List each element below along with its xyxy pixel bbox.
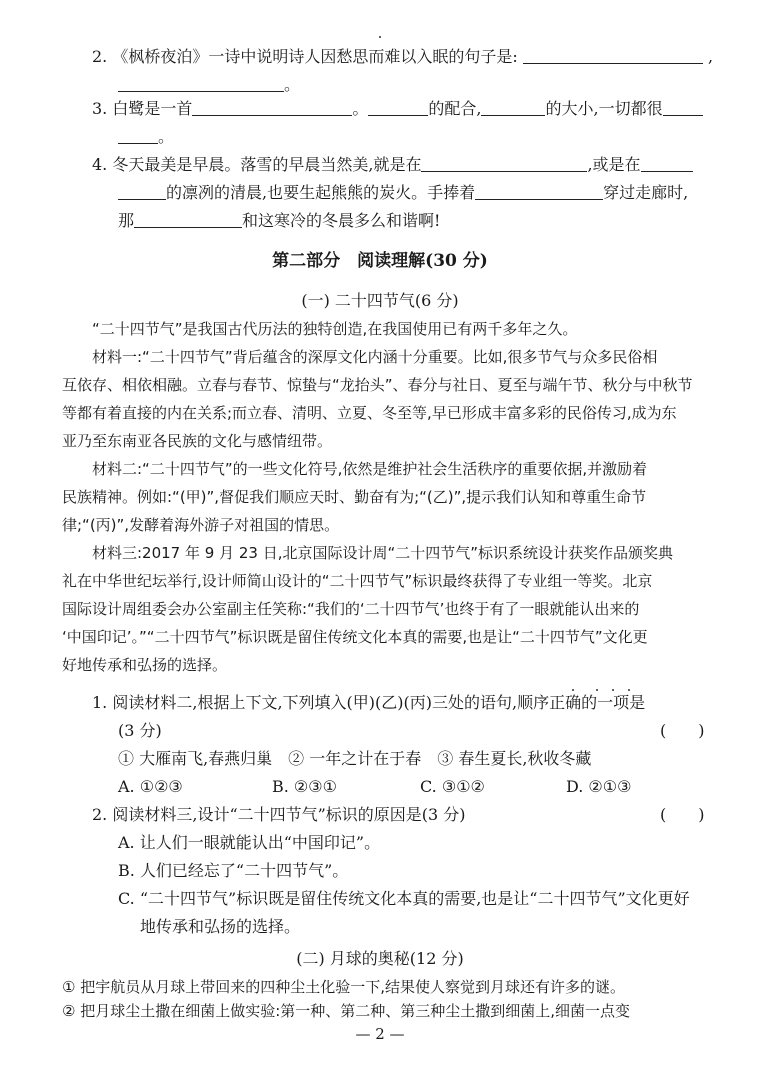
answer-blank[interactable]: [118, 127, 158, 144]
answer-blank[interactable]: [641, 155, 693, 172]
question-4-line2: [118, 182, 688, 204]
emphasis-dot: [612, 689, 614, 691]
punctuation: 。: [352, 99, 369, 118]
material-3-line: 材料三:2017 年 9 月 23 日,北京国际设计周“二十四节气”标识系统设计获奖作品颁奖典: [92, 544, 674, 562]
intro-paragraph: “二十四节气”是我国古代历法的独特创造,在我国使用已有两千多年之久。: [92, 320, 578, 338]
part-title: 第二部分 阅读理解(30 分): [272, 251, 488, 271]
paragraph-2: ② 把月球尘土撒在细菌上做实验:第一种、第二种、第三种尘土撒到细菌上,细菌一点变: [62, 1002, 631, 1020]
material-1-line: 材料一:“二十四节气”背后蕴含的深厚文化内涵十分重要。比如,很多节气与众多民俗相: [92, 348, 658, 366]
option-d[interactable]: D. ②①③: [566, 777, 632, 796]
option-a[interactable]: A. 让人们一眼就能认出“中国印记”。: [118, 833, 381, 852]
question-text: 穿过走廊时,: [603, 183, 689, 202]
option-b[interactable]: B. 人们已经忘了“二十四节气”。: [118, 861, 349, 880]
punctuation: 。: [158, 127, 175, 146]
answer-blank[interactable]: [192, 99, 352, 116]
question-text: 《枫桥夜泊》一诗中说明诗人因愁思而难以入眠的句子是:: [112, 47, 518, 66]
answer-blank[interactable]: [368, 99, 428, 116]
emphasis-dot: [596, 689, 598, 691]
answer-blank[interactable]: [475, 183, 603, 200]
question-text: 和这寒冷的冬晨多么和谐啊!: [242, 211, 441, 230]
material-3-line: 国际设计周组委会办公室副主任笑称:“我们的‘二十四节气’也终于有了一眼就能认出来的: [62, 600, 640, 618]
answer-blank[interactable]: [663, 99, 703, 116]
question-text: 的凛冽的清晨,也要生起熊熊的炭火。手捧着: [166, 183, 476, 202]
material-1-line: 亚乃至东南亚各民族的文化与感情纽带。: [62, 432, 333, 450]
question-text: 的配合,: [428, 99, 482, 118]
emphasis-dot: [628, 689, 630, 691]
question-2: [92, 46, 713, 68]
question-4: [92, 154, 693, 176]
question-text: 白鹭是一首: [112, 99, 193, 118]
scan-speck: [379, 36, 381, 38]
question-number: 2.: [92, 47, 108, 66]
question-text: ,或是在: [587, 155, 641, 174]
material-3-line: 好地传承和弘扬的选择。: [62, 656, 228, 674]
answer-blank[interactable]: [134, 211, 242, 228]
question-3: [92, 98, 703, 120]
question-3-line2: [118, 126, 174, 148]
material-3-line: 礼在中华世纪坛举行,设计师简山设计的“二十四节气”标识最终获得了专业组一等奖。北京: [62, 572, 653, 590]
answer-paren[interactable]: ( ): [660, 721, 705, 740]
punctuation: ,: [707, 47, 714, 66]
paragraph-1: ① 把宇航员从月球上带回来的四种尘土化验一下,结果使人察觉到月球还有许多的谜。: [62, 978, 625, 996]
question-number: 4.: [92, 155, 108, 174]
punctuation: 。: [284, 75, 301, 94]
phrase-list: ① 大雁南飞,春燕归巢 ② 一年之计在于春 ③ 春生夏长,秋收冬藏: [118, 749, 592, 768]
option-c[interactable]: C. “二十四节气”标识既是留住传统文化本真的需要,也是让“二十四节气”文化更好: [118, 889, 690, 908]
option-c-continued: 地传承和弘扬的选择。: [140, 917, 301, 936]
material-1-line: 互依存、相依相融。立春与春节、惊蛰与“龙抬头”、春分与社日、夏至与端午节、秋分与中秋节: [62, 376, 693, 394]
section-title: (二) 月球的奥秘(12 分): [296, 949, 464, 968]
answer-blank[interactable]: [118, 75, 284, 92]
material-2-line: 律;“(丙)”,发酵着海外游子对祖国的情思。: [62, 516, 340, 534]
answer-paren[interactable]: ( ): [660, 805, 705, 824]
question-text: 冬天最美是早晨。落雪的早晨当然美,就是在: [112, 155, 422, 174]
reading-question-1: 1. 阅读材料二,根据上下文,下列填入(甲)(乙)(丙)三处的语句,顺序正确的一项是: [92, 693, 646, 712]
emphasis-dot: [572, 689, 574, 691]
question-text: 的大小,一切都很: [545, 99, 663, 118]
page-number: — 2 —: [355, 1025, 405, 1043]
option-b[interactable]: B. ②③①: [272, 777, 337, 796]
reading-question-2: 2. 阅读材料三,设计“二十四节气”标识的原因是(3 分): [92, 805, 466, 824]
answer-blank[interactable]: [481, 99, 545, 116]
section-title: (一) 二十四节气(6 分): [301, 291, 459, 310]
answer-blank[interactable]: [118, 183, 166, 200]
question-2-line2: [118, 74, 300, 96]
material-2-line: 民族精神。例如:“(甲)”,督促我们顺应天时、勤奋有为;“(乙)”,提示我们认知和尊重生命节: [62, 488, 647, 506]
question-number: 3.: [92, 99, 108, 118]
answer-blank[interactable]: [523, 47, 703, 64]
option-c[interactable]: C. ③①②: [420, 777, 485, 796]
question-4-line3: [118, 210, 440, 232]
option-a[interactable]: A. ①②③: [118, 777, 183, 796]
material-3-line: ‘中国印记’。”“二十四节气”标识既是留住传统文化本真的需要,也是让“二十四节气”文化更: [62, 628, 648, 646]
score-label: (3 分): [118, 721, 162, 740]
material-1-line: 等都有着直接的内在关系;而立春、清明、立夏、冬至等,早已形成丰富多彩的民俗传习,成为东: [62, 404, 677, 422]
question-text: 那: [118, 211, 135, 230]
material-2-line: 材料二:“二十四节气”的一些文化符号,依然是维护社会生活秩序的重要依据,并激励着: [92, 460, 648, 478]
answer-blank[interactable]: [421, 155, 587, 172]
